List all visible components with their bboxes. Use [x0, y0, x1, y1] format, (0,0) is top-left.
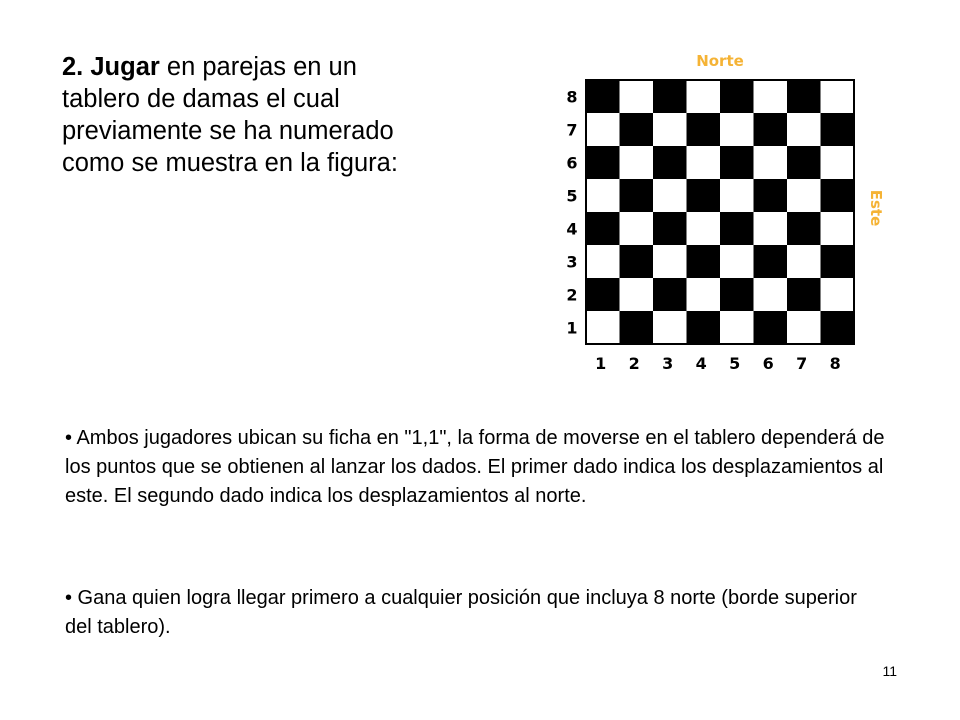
- row-label: 7: [566, 120, 578, 140]
- board-cell-dark: [754, 179, 788, 212]
- board-cell-dark: [821, 179, 855, 212]
- board-cell-dark: [620, 311, 654, 344]
- north-label: Norte: [696, 52, 744, 70]
- board-cell-dark: [787, 146, 821, 179]
- column-label: 6: [762, 354, 774, 373]
- board-cell-dark: [821, 245, 855, 278]
- board-cell-light: [586, 113, 620, 146]
- board-cell-light: [821, 212, 855, 245]
- board-cell-light: [821, 146, 855, 179]
- column-label: 4: [695, 354, 707, 373]
- board-cell-dark: [787, 80, 821, 113]
- board-cell-light: [653, 311, 687, 344]
- board-cell-dark: [787, 278, 821, 311]
- checkerboard-diagram: [552, 48, 892, 383]
- board-cell-light: [720, 245, 754, 278]
- board-cell-dark: [787, 212, 821, 245]
- board-cell-light: [787, 245, 821, 278]
- board-cells: [586, 80, 854, 344]
- east-label: Este: [867, 189, 885, 227]
- board-cell-dark: [754, 245, 788, 278]
- board-cell-dark: [653, 212, 687, 245]
- board-cell-light: [653, 179, 687, 212]
- rule-bullet-start: • Ambos jugadores ubican su ficha en "1,1", la forma de moverse en el tablero dependerá de los puntos que se obtienen al lanzar los dados. El primer dado indica los desplazamientos al este. El segundo dado indica los desplazamientos al norte.: [65, 427, 885, 507]
- row-label: 2: [566, 285, 578, 305]
- board-cell-dark: [720, 146, 754, 179]
- board-cell-dark: [687, 311, 721, 344]
- column-label: 7: [796, 354, 808, 373]
- board-cell-light: [620, 80, 654, 113]
- board-cell-light: [754, 146, 788, 179]
- board-cell-light: [787, 311, 821, 344]
- board-cell-light: [821, 278, 855, 311]
- board-cell-light: [586, 311, 620, 344]
- board-cell-dark: [586, 278, 620, 311]
- row-label: 3: [566, 252, 578, 272]
- board-cell-light: [586, 179, 620, 212]
- board-cell-dark: [754, 311, 788, 344]
- board-cell-light: [586, 245, 620, 278]
- board-cell-dark: [653, 278, 687, 311]
- row-label: 8: [566, 87, 578, 107]
- rule-bullet-win: • Gana quien logra llegar primero a cualquier posición que incluya 8 norte (borde superior del tablero).: [65, 587, 857, 638]
- board-cell-light: [787, 113, 821, 146]
- column-label: 8: [829, 354, 841, 373]
- intro-paragraph: [62, 51, 402, 179]
- column-label: 3: [662, 354, 674, 373]
- board-cell-dark: [620, 179, 654, 212]
- board-cell-light: [687, 146, 721, 179]
- board-cell-dark: [687, 179, 721, 212]
- board-cell-light: [687, 278, 721, 311]
- board-cell-dark: [586, 212, 620, 245]
- board-cell-light: [653, 245, 687, 278]
- column-label: 5: [729, 354, 741, 373]
- board-cell-light: [754, 278, 788, 311]
- board-cell-light: [821, 80, 855, 113]
- board-cell-dark: [586, 80, 620, 113]
- board-cell-light: [687, 212, 721, 245]
- row-label: 5: [566, 186, 578, 206]
- row-labels: [566, 88, 577, 338]
- row-label: 1: [566, 318, 578, 338]
- board-cell-dark: [754, 113, 788, 146]
- checkerboard-figure: [552, 48, 892, 383]
- board-cell-dark: [720, 278, 754, 311]
- page-number: 11: [882, 663, 897, 679]
- step-number: 2.: [62, 53, 84, 81]
- board-cell-light: [620, 278, 654, 311]
- board-cell-dark: [821, 311, 855, 344]
- board-cell-light: [620, 146, 654, 179]
- column-label: 1: [595, 354, 607, 373]
- intro-text: en parejas en un tablero de damas el cual previamente se ha numerado como se muestra en la figura:: [62, 53, 398, 177]
- board-cell-dark: [620, 245, 654, 278]
- board-cell-light: [720, 179, 754, 212]
- board-cell-dark: [687, 113, 721, 146]
- board-cell-dark: [653, 146, 687, 179]
- board-cell-dark: [653, 80, 687, 113]
- column-label: 2: [628, 354, 640, 373]
- board-cell-light: [687, 80, 721, 113]
- board-cell-dark: [620, 113, 654, 146]
- board-cell-light: [653, 113, 687, 146]
- board-cell-dark: [586, 146, 620, 179]
- board-cell-light: [754, 80, 788, 113]
- board-cell-dark: [687, 245, 721, 278]
- column-labels: [595, 354, 841, 373]
- step-keyword: Jugar: [90, 53, 160, 81]
- board-cell-light: [720, 311, 754, 344]
- row-label: 4: [566, 219, 578, 239]
- board-cell-light: [787, 179, 821, 212]
- board-cell-dark: [821, 113, 855, 146]
- board-cell-dark: [720, 80, 754, 113]
- row-label: 6: [566, 153, 578, 173]
- board-cell-light: [620, 212, 654, 245]
- board-cell-light: [720, 113, 754, 146]
- board-cell-dark: [720, 212, 754, 245]
- board-cell-light: [754, 212, 788, 245]
